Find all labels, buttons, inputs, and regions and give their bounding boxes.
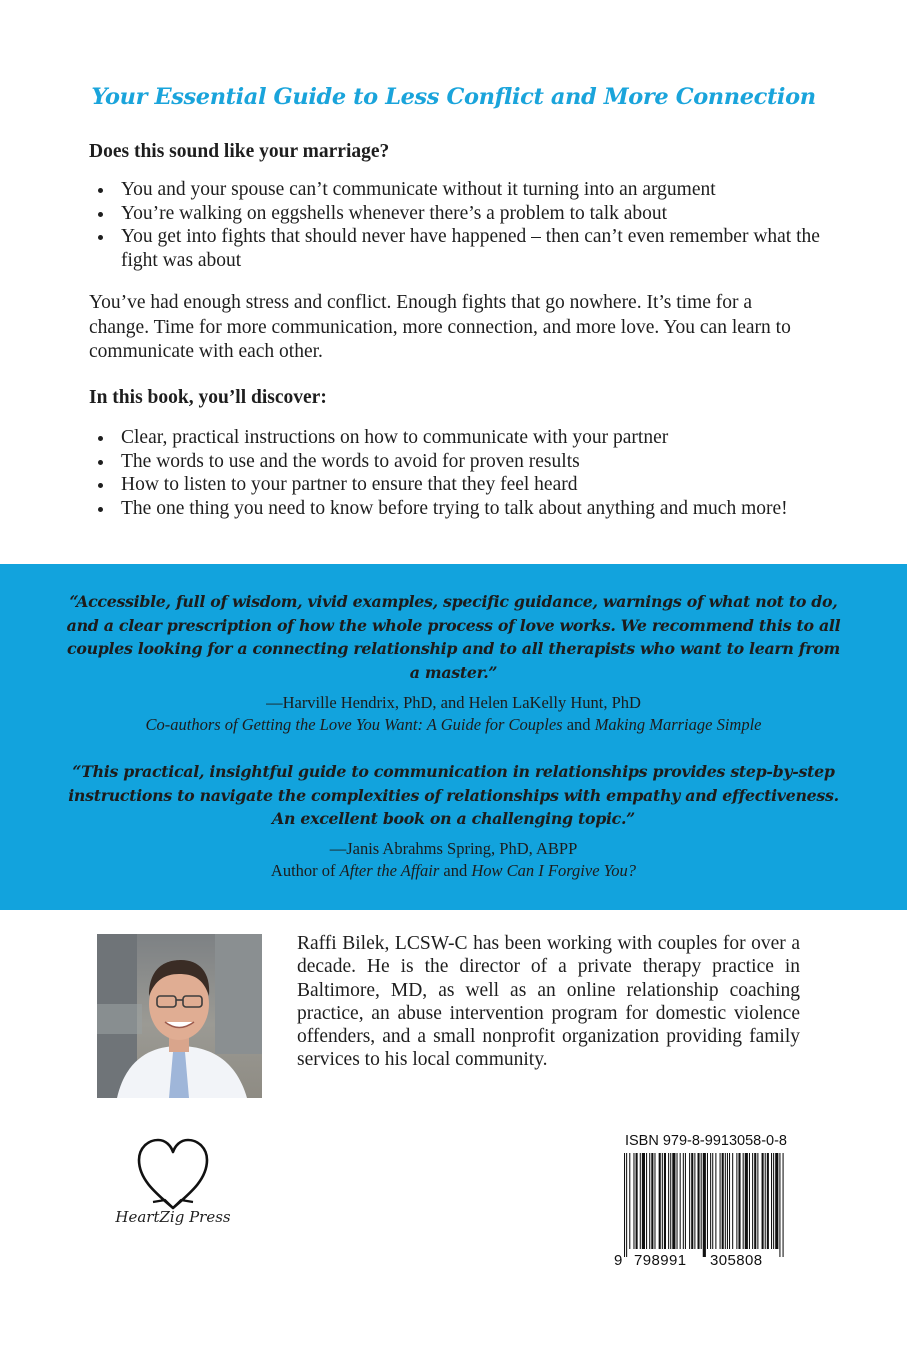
intro-paragraph: You’ve had enough stress and conflict. Enough fights that go nowhere. It’s time for a change. Time for more communication, more connection, and more love. You can learn to communicate with each other. (89, 292, 791, 362)
barcode-bar (725, 1153, 726, 1249)
barcode-bar (710, 1153, 711, 1249)
barcode-bar (654, 1153, 655, 1249)
barcode-bar (715, 1153, 716, 1249)
book-title: Getting the Love You Want: A Guide for Couples (241, 715, 563, 734)
barcode-bar (640, 1153, 641, 1249)
barcode-bar (691, 1153, 693, 1249)
list-item: The one thing you need to know before trying to talk about anything and much more! (89, 497, 829, 521)
barcode-bar (732, 1153, 733, 1249)
book-title: How Can I Forgive You? (471, 861, 637, 880)
testimonial-credit-2 (0, 860, 907, 882)
barcode-bar (633, 1153, 634, 1249)
author-photo (97, 934, 262, 1098)
testimonial-author-1: —Harville Hendrix, PhD, and Helen LaKelly Hunt, PhD (266, 693, 641, 712)
barcode-digits-right: 305808 (710, 1252, 763, 1269)
list-item: The words to use and the words to avoid for proven results (89, 450, 829, 474)
barcode-bar (670, 1153, 671, 1249)
barcode-bar (743, 1153, 744, 1249)
barcode-bar (689, 1153, 690, 1249)
barcode-bar (664, 1153, 666, 1249)
barcode-bar (729, 1153, 730, 1249)
isbn-label: ISBN 979-8-9913058-0-8 (624, 1133, 787, 1149)
barcode-bar (703, 1153, 706, 1257)
book-title: Making Marriage Simple (594, 715, 762, 734)
barcode-bar (624, 1153, 625, 1257)
barcode-bar (727, 1153, 728, 1249)
barcode-bar (775, 1153, 778, 1249)
barcode-bar (752, 1153, 753, 1249)
section-heading-marriage: Does this sound like your marriage? (89, 141, 390, 162)
barcode-bar (779, 1153, 780, 1257)
barcode-bar (629, 1153, 630, 1249)
barcode-bar (749, 1153, 750, 1249)
barcode-bar (626, 1153, 627, 1257)
barcode-bar (646, 1153, 647, 1249)
barcode-bar (649, 1153, 650, 1249)
author-bio: Raffi Bilek, LCSW-C has been working with couples for over a decade. He is the director of a private therapy practice in Baltimore, MD, as well as an online relationship coaching practice, an abuse intervention program for domestic violence offenders, and a small nonprofit organization providing family services to his local community. (297, 933, 800, 1071)
barcode-bar (773, 1153, 774, 1249)
barcode-bar (677, 1153, 678, 1249)
barcode-bar (765, 1153, 766, 1249)
list-item: You get into fights that should never have happened – then can’t even remember what the fight was about (89, 225, 829, 272)
publisher-name: HeartZig Press (115, 1208, 231, 1226)
barcode-bar (754, 1153, 756, 1249)
barcode-bar (701, 1153, 702, 1249)
testimonial-credit-1 (0, 714, 907, 736)
section-heading-discover: In this book, you’ll discover: (89, 387, 327, 408)
book-title: After the Affair (339, 861, 440, 880)
barcode-bar (659, 1153, 661, 1249)
credit-connector: and (439, 861, 472, 880)
barcode-bar (722, 1153, 724, 1249)
barcode-bar (707, 1153, 708, 1249)
barcode-bar (683, 1153, 684, 1249)
list-item: You’re walking on eggshells whenever there’s a problem to talk about (89, 202, 829, 226)
credit-prefix: Author of (270, 861, 340, 880)
barcode-bar (736, 1153, 737, 1249)
barcode-digit-first: 9 (614, 1252, 623, 1269)
list-item: How to listen to your partner to ensure that they feel heard (89, 473, 829, 497)
marriage-bullet-list (89, 178, 829, 272)
barcode-bar (762, 1153, 764, 1249)
barcode-bar (662, 1153, 663, 1249)
author-portrait-illustration (97, 934, 262, 1098)
barcode-bar (738, 1153, 740, 1249)
credit-connector: and (562, 715, 595, 734)
barcode-bar (668, 1153, 669, 1249)
barcode-digits-left: 798991 (634, 1252, 687, 1269)
barcode-bar (642, 1153, 645, 1249)
barcode-bar (694, 1153, 695, 1249)
barcode-bar (672, 1153, 675, 1249)
barcode-bar (685, 1153, 686, 1249)
barcode-bar (712, 1153, 713, 1249)
barcode-bar (757, 1153, 758, 1249)
testimonial-quote-2: “This practical, insightful guide to communication in relationships provides step-by-step instructions to navigate the complexities of relationships with empathy and effectiveness. An excellent book on a challenging topic.” (68, 762, 839, 828)
discover-bullet-list (89, 426, 829, 520)
cover-headline: Your Essential Guide to Less Conflict and More Connection (91, 84, 816, 110)
barcode-bar (720, 1153, 721, 1249)
barcode-bar (680, 1153, 681, 1249)
barcode-bar (698, 1153, 700, 1249)
barcode-bar (767, 1153, 769, 1249)
barcode (624, 1153, 784, 1257)
barcode-bar (651, 1153, 653, 1249)
credit-prefix: Co-authors of (145, 715, 242, 734)
testimonial-quote-1: “Accessible, full of wisdom, vivid examples, specific guidance, warnings of what not to do, and a clear prescription of how the whole process of love works. We recommend this to all couples looking for a connecting relationship and to all therapists who want to learn from a master.” (66, 592, 841, 682)
barcode-bar (771, 1153, 772, 1249)
list-item: You and your spouse can’t communicate without it turning into an argument (89, 178, 829, 202)
barcode-bar (636, 1153, 638, 1249)
testimonial-author-2: —Janis Abrahms Spring, PhD, ABPP (329, 839, 578, 858)
barcode-bar (745, 1153, 748, 1249)
barcode-bar (783, 1153, 784, 1257)
list-item: Clear, practical instructions on how to communicate with your partner (89, 426, 829, 450)
